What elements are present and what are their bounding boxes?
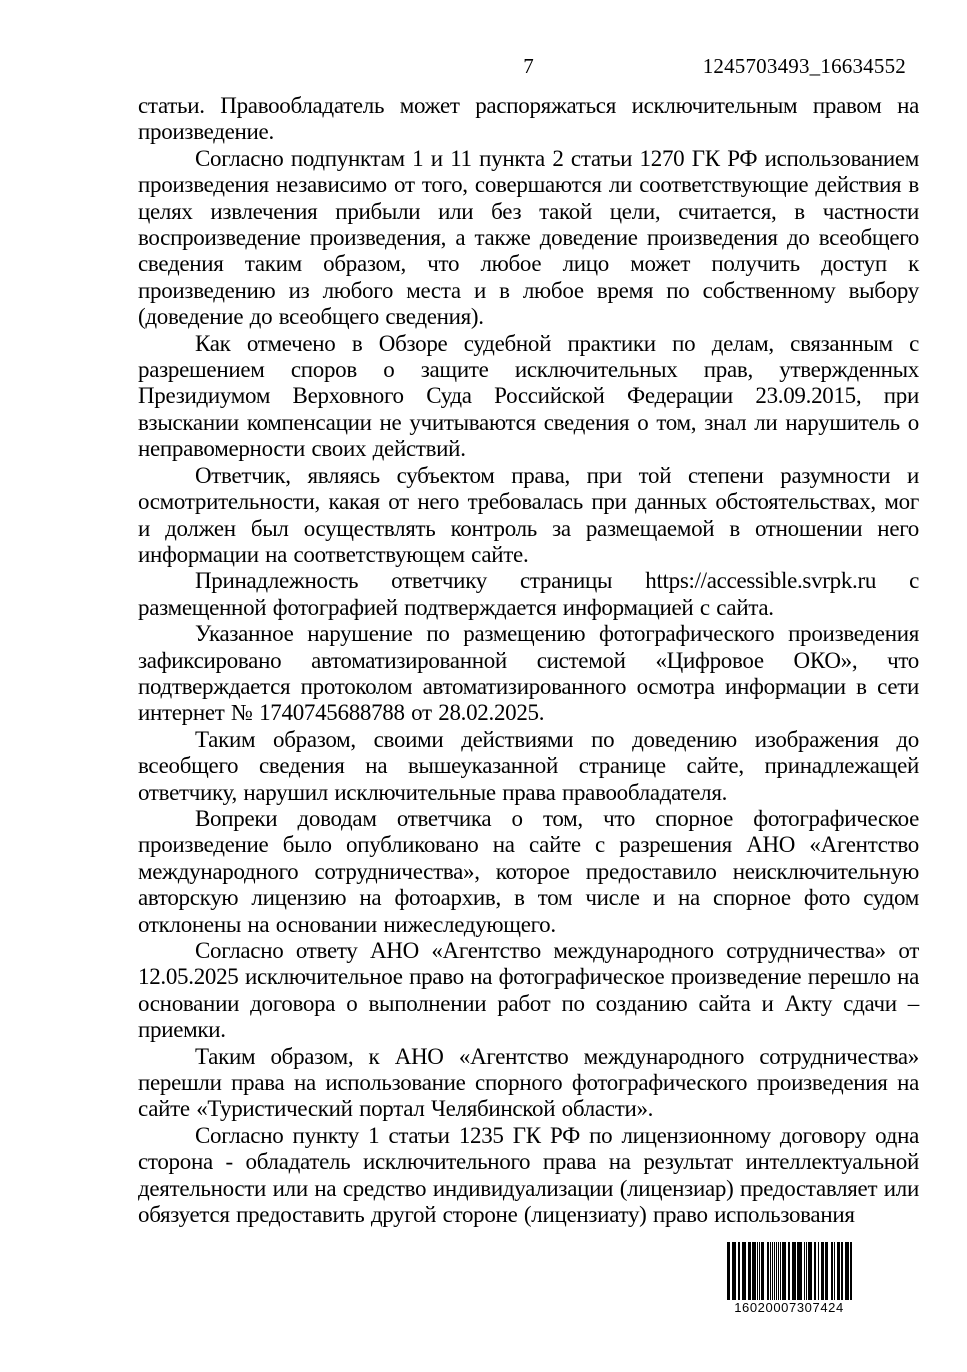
page-number: 7 (523, 54, 534, 78)
paragraph: Ответчик, являясь субъектом права, при той степени разумности и осмотрительности, какая от него требовалась при данных обстоятельствах, мог и должен был осуществлять контроль за размещаемой в отношении него информации на соответствующем сайте. (138, 462, 919, 567)
paragraph: Согласно подпунктам 1 и 11 пункта 2 статьи 1270 ГК РФ использованием произведения независимо от того, совершаются ли соответствующие действия в целях извлечения прибыли или без такой цели, считается, в частности воспроизведение произведения, а также доведение произведения до всеобщего сведения таким образом, что любое лицо может получить доступ к произведению из любого места и в любое время по собственному выбору (доведение до всеобщего сведения). (138, 145, 919, 330)
page-header (138, 54, 919, 80)
barcode (698, 1242, 880, 1315)
document-id: 1245703493_16634552 (702, 54, 906, 78)
paragraph: Согласно пункту 1 статьи 1235 ГК РФ по лицензионному договору одна сторона - обладатель исключительного права на результат интеллектуальной деятельности или на средство индивидуализации (лицензиар) предоставляет или обязуется предоставить другой стороне (лицензиату) право использования (138, 1122, 919, 1228)
paragraph: Согласно ответу АНО «Агентство международного сотрудничества» от 12.05.2025 исключительное право на фотографическое произведение перешло на основании договора о выполнении работ по созданию сайта и Акту сдачи – приемки. (138, 938, 919, 1043)
paragraph: Вопреки доводам ответчика о том, что спорное фотографическое произведение было опубликовано на сайте с разрешения АНО «Агентство международного сотрудничества», которое предоставило неисключительную авторскую лицензию на фотоархив, в том числе и на спорное фото судом отклонены на основании нижеследующего. (138, 805, 919, 937)
paragraph: Как отмечено в Обзоре судебной практики по делам, связанным с разрешением споров о защите исключительных прав, утвержденных Президиумом Верховного Суда Российской Федерации 23.09.2015, при взыскании компенсации не учитываются сведения о том, знал ли нарушитель о неправомерности своих действий. (138, 330, 919, 462)
paragraph: статьи. Правообладатель может распоряжаться исключительным правом на произведение. (138, 93, 919, 145)
barcode-icon (698, 1242, 880, 1300)
paragraph: Таким образом, своими действиями по доведению изображения до всеобщего сведения на вышеуказанной странице сайте, принадлежащей ответчику, нарушил исключительные права правообладателя. (138, 726, 919, 805)
barcode-number: 16020007307424 (734, 1300, 844, 1315)
paragraph: Принадлежность ответчику страницы https://accessible.svrpk.ru с размещенной фотографией подтверждается информацией с сайта. (138, 568, 919, 620)
paragraph: Таким образом, к АНО «Агентство международного сотрудничества» перешли права на использование спорного фотографического произведения на сайте «Туристический портал Челябинской области». (138, 1043, 919, 1122)
document-text (138, 93, 919, 1228)
paragraph: Указанное нарушение по размещению фотографического произведения зафиксировано автоматизированной системой «Цифровое ОКО», что подтверждается протоколом автоматизированного осмотра информации в сети интернет № 1740745688788 от 28.02.2025. (138, 621, 919, 726)
